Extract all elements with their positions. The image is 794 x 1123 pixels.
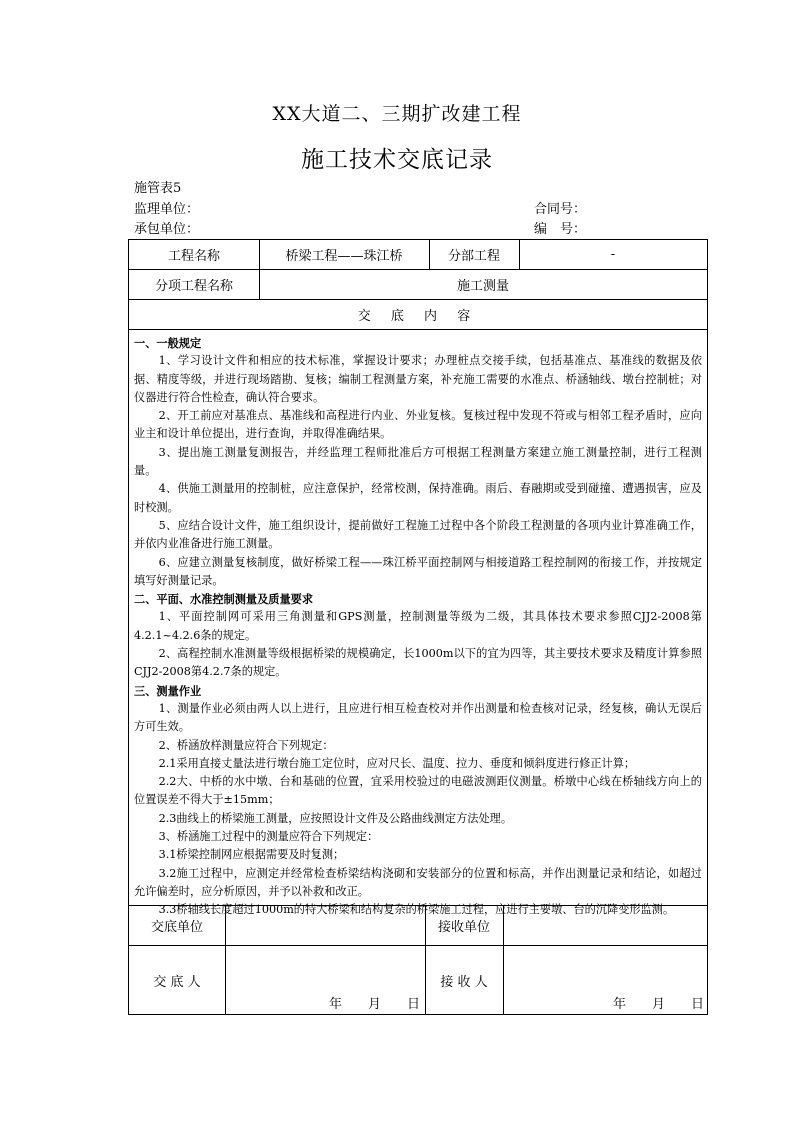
contract-no-label: 合同号： xyxy=(534,202,587,217)
subitem-value: 施工测量 xyxy=(456,278,509,294)
handover-person-label: 交 底 人 xyxy=(153,974,201,990)
content-paragraph: 6、应建立测量复核制度，做好桥梁工程——珠江桥平面控制网与相接道路工程控制网的衔接工作，并按规定填写好测量记录。 xyxy=(134,555,702,587)
content-header: 交 底 内 容 xyxy=(357,308,479,324)
content-paragraph: 3.1桥梁控制网应根据需要及时复测； xyxy=(158,848,345,862)
content-paragraph: 3.2施工过程中，应测定并经常检查桥梁结构浇砌和安装部分的位置和标高，并作出测量记录和结论，如超过允许偏差时，应分析原因，并予以补救和改正。 xyxy=(134,866,702,898)
content-paragraph: 1、平面控制网可采用三角测量和GPS测量，控制测量等级为二级，其具体技术要求参照CJJ2-2008第4.2.1~4.2.6条的规定。 xyxy=(134,610,702,642)
content-paragraph: 2.2大、中桥的水中墩、台和基础的位置，宜采用校验过的电磁波测距仪测量。桥墩中心线在桥轴线方向上的位置误差不得大于±15mm； xyxy=(134,775,702,807)
col-divider xyxy=(503,905,504,1015)
content-paragraph: 3.3桥轴线长度超过1000m的特大桥梁和结构复杂的桥梁施工过程，应进行主要墩、台的沉降变形监测。 xyxy=(158,903,675,917)
handover-form-table xyxy=(128,239,708,1015)
content-paragraph: 2、高程控制水准测量等级根据桥梁的规模确定，长1000m以下的宜为四等，其主要技术要求及精度计算参照CJJ2-2008第4.2.7条的规定。 xyxy=(134,647,702,679)
content-paragraph: 4、供施工测量用的控制桩，应注意保护，经常校测，保持准确。雨后、春融期或受到碰撞、遭遇损害，应及时校测。 xyxy=(134,482,702,514)
receiving-person-label: 接 收 人 xyxy=(440,974,488,990)
handover-unit-label: 交底单位 xyxy=(150,919,203,935)
content-paragraph: 3、桥涵施工过程中的测量应符合下列规定： xyxy=(158,830,379,844)
division-value: - xyxy=(610,247,616,262)
handover-content xyxy=(134,334,702,920)
handover-date: 年 月 日 xyxy=(329,997,421,1012)
project-name-label: 工程名称 xyxy=(167,249,220,264)
document-title: 施工技术交底记录 xyxy=(301,147,493,173)
content-paragraph: 2.1采用直接丈量法进行墩台施工定位时，应对尺长、温度、拉力、垂度和倾斜度进行修正计算； xyxy=(158,756,636,770)
section-heading: 一、一般规定 xyxy=(134,336,202,350)
content-paragraph: 3、提出施工测量复测报告，并经监理工程师批准后方可根据工程测量方案建立施工测量控制，进行工程测量。 xyxy=(134,445,702,478)
section-heading: 三、测量作业 xyxy=(134,683,202,698)
division-label: 分部工程 xyxy=(447,249,500,264)
content-paragraph: 5、应结合设计文件，施工组织设计，提前做好工程施工过程中各个阶段工程测量的各项内业计算准确工作，并依内业准备进行施工测量。 xyxy=(134,518,702,551)
content-paragraph: 1、学习设计文件和相应的技术标准，掌握设计要求；办理桩点交接手续，包括基准点、基准线的数据及依据、精度等级，并进行现场踏勘、复核；编制工程测量方案，补充施工需要的水准点、桥涵轴线、墩台控制桩；对仪器进行符合性检查，确认符合要求。 xyxy=(134,354,702,404)
content-paragraph: 2、开工前应对基准点、基准线和高程进行内业、外业复核。复核过程中发现不符或与相邻工程矛盾时，应向业主和设计单位提出，进行查询，并取得准确结果。 xyxy=(134,409,702,441)
content-paragraph: 2、桥涵放样测量应符合下列规定： xyxy=(158,738,334,752)
row-divider xyxy=(129,329,707,330)
project-title: XX大道二、三期扩改建工程 xyxy=(272,103,522,125)
subitem-label: 分项工程名称 xyxy=(154,278,233,294)
content-paragraph: 2.3曲线上的桥梁施工测量，应按照设计文件及公路曲线测定方法处理。 xyxy=(158,811,513,825)
serial-no-label: 编 号： xyxy=(534,222,587,237)
form-code: 施管表5 xyxy=(134,181,182,196)
receiving-unit-label: 接收单位 xyxy=(437,919,490,935)
section-heading: 二、平面、水准控制测量及质量要求 xyxy=(134,592,314,607)
contractor-label: 承包单位： xyxy=(134,222,200,237)
col-divider xyxy=(225,905,226,1015)
receiving-date: 年 月 日 xyxy=(613,997,705,1012)
supervision-unit-label: 监理单位： xyxy=(134,202,200,217)
project-name-value: 桥梁工程——珠江桥 xyxy=(285,249,403,264)
content-paragraph: 1、测量作业必须由两人以上进行，且应进行相互检查校对并作出测量和检查核对记录，经复核，确认无误后方可生效。 xyxy=(134,701,702,734)
